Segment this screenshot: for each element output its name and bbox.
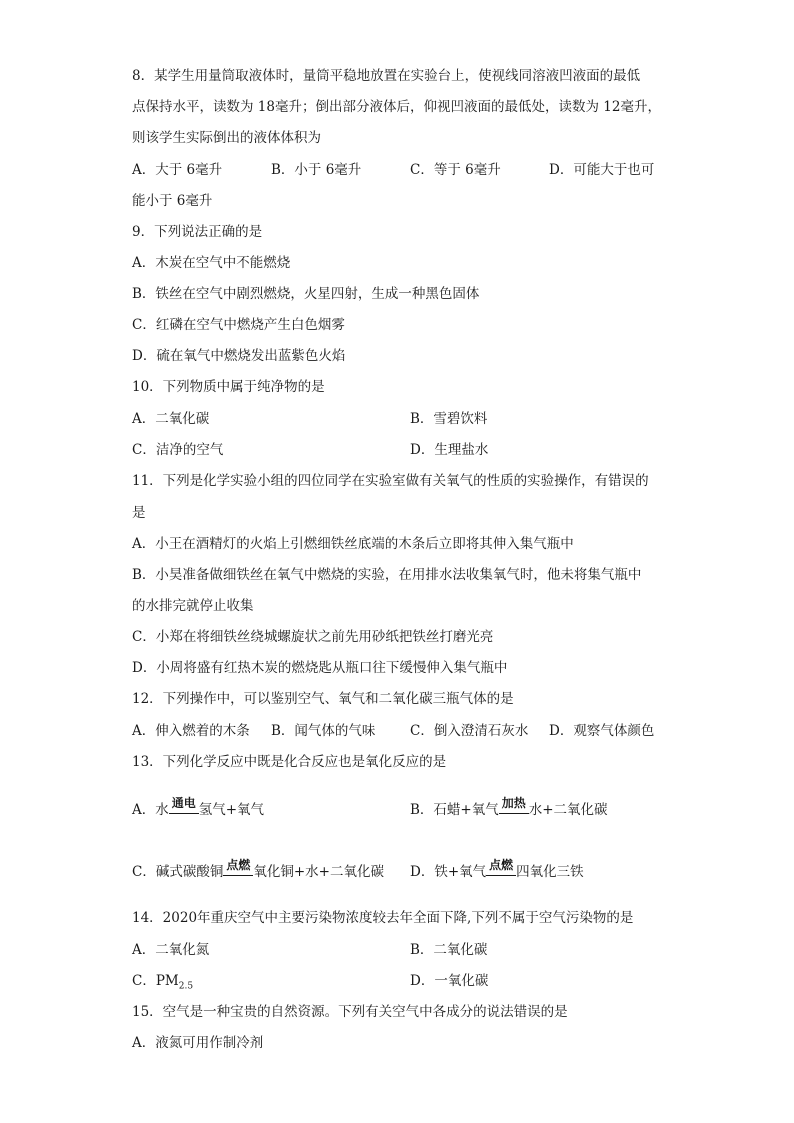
q10-option-c: C．洁净的空气 [132, 442, 224, 458]
q13-a-reactant: A．水 [132, 802, 169, 818]
q11-stem-line1: 11．下列是化学实验小组的四位同学在实验室做有关氧气的性质的实验操作，有错误的 [132, 473, 649, 489]
q11-option-c: C．小郑在将细铁丝绕城螺旋状之前先用砂纸把铁丝打磨光亮 [132, 629, 494, 645]
q8-option-d-cont: 能小于 6毫升 [132, 193, 213, 209]
q9-option-b: B．铁丝在空气中剧烈燃烧，火星四射，生成一种黑色固体 [132, 286, 480, 302]
q8-option-d: D．可能大于也可 [549, 162, 655, 178]
q13-a-product: 氢气+氧气 [198, 802, 265, 818]
q9-option-d: D．硫在氧气中燃烧发出蓝紫色火焰 [132, 348, 346, 364]
q10-option-a: A．二氧化碳 [132, 411, 210, 427]
q9-option-a: A．木炭在空气中不能燃烧 [132, 255, 291, 271]
q13-d-product: 四氧化三铁 [516, 864, 584, 880]
q11-stem-line2: 是 [132, 505, 146, 521]
q13-d-condition: 点燃 [489, 858, 514, 872]
q13-stem: 13．下列化学反应中既是化合反应也是氧化反应的是 [132, 754, 447, 770]
q14-option-c-subscript: 2.5 [178, 981, 194, 992]
q13-option-d [410, 858, 584, 881]
q12-option-d: D．观察气体颜色 [549, 723, 655, 739]
q15-stem: 15．空气是一种宝贵的自然资源。下列有关空气中各成分的说法错误的是 [132, 1004, 568, 1020]
q8-option-b: B．小于 6毫升 [271, 162, 362, 178]
reaction-arrow [499, 796, 529, 814]
q13-option-c [132, 858, 384, 881]
q12-option-c: C．倒入澄清石灰水 [410, 723, 529, 739]
q15-option-a: A．液氮可用作制冷剂 [132, 1035, 264, 1051]
reaction-arrow [169, 796, 199, 814]
q13-b-condition: 加热 [501, 796, 526, 810]
q13-c-reactant: C．碱式碳酸铜 [132, 864, 224, 880]
q8-option-c: C．等于 6毫升 [410, 162, 501, 178]
q12-option-b: B．闻气体的气味 [271, 723, 376, 739]
q14-option-b: B．二氧化碳 [410, 942, 488, 958]
q10-option-d: D．生理盐水 [410, 442, 489, 458]
q8-stem-line3: 则该学生实际倒出的液体体积为 [132, 130, 321, 146]
q10-option-b: B．雪碧饮料 [410, 411, 488, 427]
q11-option-d: D．小周将盛有红热木炭的燃烧匙从瓶口往下缓慢伸入集气瓶中 [132, 660, 508, 676]
q14-option-c-main: C．PM [132, 973, 179, 989]
q9-option-c: C．红磷在空气中燃烧产生白色烟雾 [132, 317, 345, 333]
q11-option-b-line1: B．小昊准备做细铁丝在氧气中燃烧的实验，在用排水法收集氧气时，他未将集气瓶中 [132, 567, 642, 583]
q10-stem: 10．下列物质中属于纯净物的是 [132, 379, 325, 395]
q12-option-a: A．伸入燃着的木条 [132, 723, 250, 739]
q13-c-condition: 点燃 [226, 858, 251, 872]
q12-stem: 12．下列操作中，可以鉴别空气、氧气和二氧化碳三瓶气体的是 [132, 691, 514, 707]
q8-stem-line1: 8．某学生用量筒取液体时，量筒平稳地放置在实验台上，使视线同溶液凹液面的最低 [132, 68, 641, 84]
q8-stem-line2: 点保持水平，读数为 18毫升；倒出部分液体后，仰视凹液面的最低处，读数为 12毫升， [132, 99, 661, 115]
q13-a-condition: 通电 [171, 796, 196, 810]
q11-option-b-line2: 的水排完就停止收集 [132, 598, 254, 614]
q13-b-product: 水+二氧化碳 [528, 802, 608, 818]
q13-d-reactant: D．铁+氧气 [410, 864, 487, 880]
q13-b-reactant: B．石蜡+氧气 [410, 802, 499, 818]
reaction-arrow [486, 858, 516, 876]
q13-option-a [132, 796, 265, 819]
q14-stem: 14．2020年重庆空气中主要污染物浓度较去年全面下降,下列不属于空气污染物的是 [132, 910, 634, 926]
q13-c-product: 氧化铜+水+二氧化碳 [253, 864, 384, 880]
q14-option-c [132, 972, 193, 996]
q11-option-a: A．小王在酒精灯的火焰上引燃细铁丝底端的木条后立即将其伸入集气瓶中 [132, 536, 574, 552]
q9-stem: 9．下列说法正确的是 [132, 224, 263, 240]
q14-option-a: A．二氧化氮 [132, 942, 210, 958]
reaction-arrow [223, 858, 253, 876]
q14-option-d: D．一氧化碳 [410, 973, 489, 989]
q8-option-a: A．大于 6毫升 [132, 162, 223, 178]
q13-option-b [410, 796, 608, 819]
